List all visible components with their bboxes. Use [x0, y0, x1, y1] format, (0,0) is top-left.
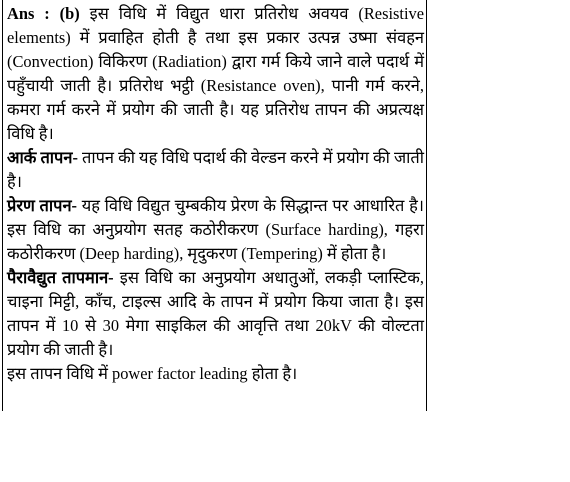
- arc-heating-heading: आर्क तापन-: [7, 148, 78, 167]
- induction-heating-paragraph: [7, 194, 424, 266]
- induction-heating-text: यह विधि विद्युत चुम्बकीय प्रेरण के सिद्धान्त पर आधारित है। इस विधि का अनुप्रयोग सतह कठोरीकरण (Surface harding), गहरा कठोरीकरण (Deep harding), मृदुकरण (Tempering) में होता है।: [7, 196, 424, 263]
- resistance-heating-text: इस विधि में विद्युत धारा प्रतिरोध अवयव (Resistive elements) में प्रवाहित होती है तथा इस प्रकार उत्पन्न उष्मा संवहन (Convection) विकिरण (Radiation) द्वारा गर्म किये जाने वाले पदार्थ में पहुँचायी जाती है। प्रतिरोध भट्ठी (Resistance oven), पानी गर्म करने, कमरा गर्म करने में प्रयोग की जाती है। यह प्रतिरोध तापन की अप्रत्यक्ष विधि है।: [7, 4, 424, 143]
- arc-heating-paragraph: [7, 146, 424, 194]
- power-factor-paragraph: इस तापन विधि में power factor leading होता है।: [7, 364, 298, 383]
- answer-paragraph-resistance: [7, 2, 424, 146]
- arc-heating-text: तापन की यह विधि पदार्थ की वेल्डन करने में प्रयोग की जाती है।: [7, 148, 424, 191]
- induction-heating-heading: प्रेरण तापन-: [7, 196, 78, 215]
- answer-box: [2, 0, 427, 411]
- dielectric-heating-paragraph: [7, 266, 424, 362]
- dielectric-heating-heading: पैरावैद्युत तापमान-: [7, 268, 114, 287]
- answer-label: Ans : (b): [7, 4, 80, 23]
- dielectric-heating-text: इस विधि का अनुप्रयोग अधातुओं, लकड़ी प्लास्टिक, चाइना मिट्टी, काँच, टाइल्स आदि के तापन में प्रयोग किया जाता है। इस तापन में 10 से 30 मेगा साइकिल की आवृत्ति तथा 20kV की वोल्टता प्रयोग की जाती है।: [7, 268, 424, 359]
